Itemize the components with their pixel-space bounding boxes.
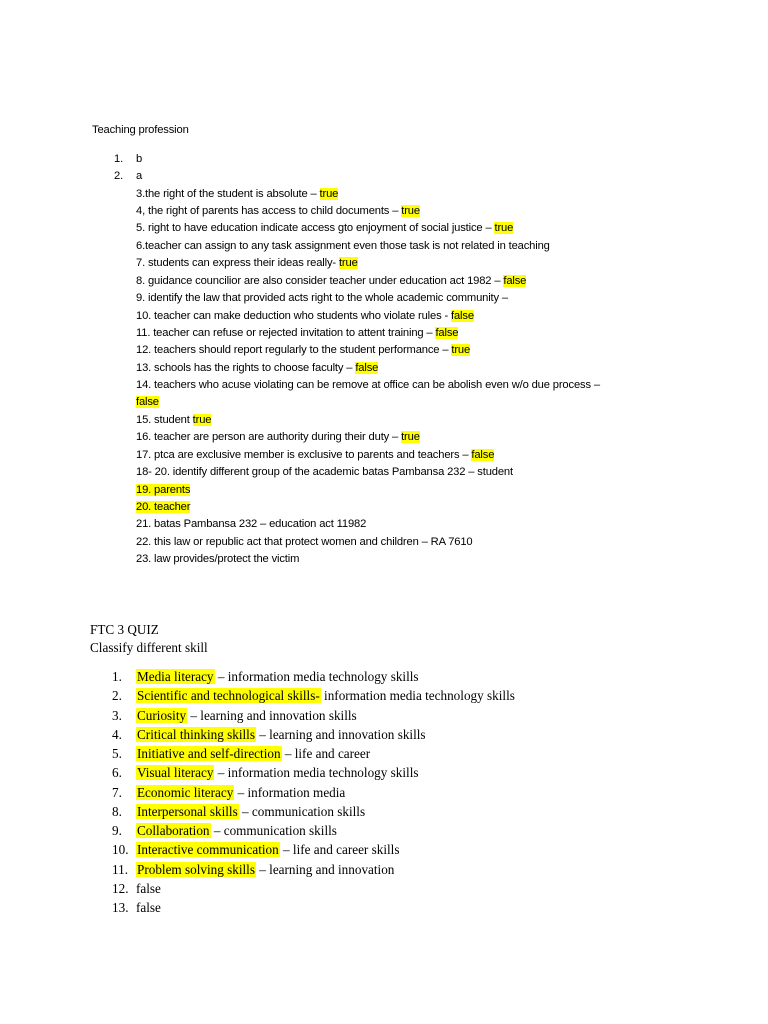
list-number: 5. xyxy=(112,746,122,761)
question-line xyxy=(136,310,474,322)
skill-highlight: Curiosity xyxy=(137,708,187,723)
list-item xyxy=(112,900,161,916)
list-text: a xyxy=(136,170,143,182)
list-number: 3. xyxy=(112,708,122,723)
list-number: 2. xyxy=(112,688,122,703)
list-item xyxy=(112,881,161,897)
list-item xyxy=(112,708,357,724)
question-text: 14. teachers who acuse violating can be remove at office can be abolish even w/o due process – xyxy=(136,379,600,391)
skill-highlight: Interpersonal skills xyxy=(137,804,238,819)
answer-highlight: false xyxy=(451,310,474,322)
question-line xyxy=(136,275,526,287)
answer-highlight: false xyxy=(435,327,459,339)
skill-highlight: Critical thinking skills xyxy=(137,727,255,742)
list-number: 4. xyxy=(112,727,122,742)
answer-highlight: false xyxy=(503,275,527,287)
skill-highlight: Visual literacy xyxy=(137,765,214,780)
list-number: 10. xyxy=(112,842,129,857)
answer-highlight: false xyxy=(136,396,159,408)
list-number: 11. xyxy=(112,862,128,877)
skill-highlight: Scientific and technological skills- xyxy=(137,688,320,703)
answer-highlight: false xyxy=(355,362,379,374)
list-item xyxy=(114,153,142,165)
question-text: 12. teachers should report regularly to the student performance – xyxy=(136,344,452,356)
list-item xyxy=(112,746,370,762)
question-text: 18- 20. identify different group of the academic batas Pambansa 232 – student xyxy=(136,466,513,478)
skill-category: – life and career xyxy=(281,746,371,761)
skill-highlight: Interactive communication xyxy=(137,842,279,857)
answer-highlight: 19. parents xyxy=(136,484,191,496)
question-text: 8. guidance councilior are also consider teacher under education act 1982 – xyxy=(136,275,504,287)
answer-highlight: true xyxy=(319,188,339,200)
question-line xyxy=(136,518,366,530)
list-item xyxy=(112,669,419,685)
answer-highlight: 20. teacher xyxy=(136,501,191,513)
question-text: 15. student xyxy=(136,414,193,426)
answer-highlight: true xyxy=(401,205,420,217)
question-text: 11. teacher can refuse or rejected invitation to attent training – xyxy=(136,327,436,339)
question-line xyxy=(136,292,508,304)
list-number: 1. xyxy=(114,153,124,165)
skill-highlight: Collaboration xyxy=(137,823,210,838)
list-item xyxy=(112,727,426,743)
skill-highlight: Economic literacy xyxy=(137,785,234,800)
answer-highlight: true xyxy=(338,257,358,269)
question-line xyxy=(136,501,190,513)
skill-highlight: Problem solving skills xyxy=(137,862,255,877)
list-item xyxy=(112,785,345,801)
question-line xyxy=(136,362,378,374)
question-line xyxy=(136,240,550,252)
list-item xyxy=(112,823,337,839)
question-text: 17. ptca are exclusive member is exclusive to parents and teachers – xyxy=(136,449,472,461)
skill-category: – learning and innovation xyxy=(255,862,395,877)
section-title: Teaching profession xyxy=(92,124,189,136)
question-line xyxy=(136,205,420,217)
question-text: 7. students can express their ideas really- xyxy=(136,257,339,269)
question-line xyxy=(136,553,299,565)
question-text: 23. law provides/protect the victim xyxy=(136,553,300,565)
answer-highlight: true xyxy=(401,431,420,443)
question-text: 3.the right of the student is absolute – xyxy=(136,188,320,200)
question-line xyxy=(136,449,494,461)
question-text: 22. this law or republic act that protect women and children – RA 7610 xyxy=(136,536,473,548)
skill-category: – learning and innovation skills xyxy=(255,727,426,742)
list-number: 7. xyxy=(112,785,122,800)
question-line xyxy=(136,414,211,426)
question-text: 16. teacher are person are authority during their duty – xyxy=(136,431,402,443)
list-number: 12. xyxy=(112,881,129,896)
skill-category: – information media technology skills xyxy=(214,669,419,684)
skill-category: – communication skills xyxy=(210,823,337,838)
list-number: 9. xyxy=(112,823,122,838)
list-text: b xyxy=(136,153,143,165)
question-line xyxy=(136,344,470,356)
question-line xyxy=(136,379,600,391)
skill-category: information media technology skills xyxy=(320,688,515,703)
section-subtitle: Classify different skill xyxy=(90,640,208,655)
list-item xyxy=(112,842,399,858)
question-text: 9. identify the law that provided acts right to the whole academic community – xyxy=(136,292,508,304)
question-text: 6.teacher can assign to any task assignment even those task is not related in teaching xyxy=(136,240,550,252)
list-item xyxy=(112,688,515,704)
question-line xyxy=(136,484,190,496)
answer-highlight: false xyxy=(471,449,495,461)
list-item xyxy=(112,862,394,878)
question-text: 13. schools has the rights to choose faculty – xyxy=(136,362,356,374)
question-line xyxy=(136,257,358,269)
list-number: 1. xyxy=(112,669,122,684)
list-number: 6. xyxy=(112,765,122,780)
list-item xyxy=(112,804,365,820)
question-text: 21. batas Pambansa 232 – education act 11982 xyxy=(136,518,367,530)
question-text: 5. right to have education indicate access gto enjoyment of social justice – xyxy=(136,222,495,234)
question-line xyxy=(136,431,420,443)
list-number: 8. xyxy=(112,804,122,819)
section-title: FTC 3 QUIZ xyxy=(90,622,159,637)
question-line xyxy=(136,327,458,339)
question-text: 4, the right of parents has access to child documents – xyxy=(136,205,402,217)
skill-category: – information media xyxy=(234,785,346,800)
skill-category: false xyxy=(136,881,161,896)
skill-category: false xyxy=(136,900,161,915)
list-number: 2. xyxy=(114,170,124,182)
skill-highlight: Initiative and self-direction xyxy=(137,746,281,761)
question-text: 10. teacher can make deduction who students who violate rules - xyxy=(136,310,452,322)
question-line xyxy=(136,536,473,548)
skill-category: – learning and innovation skills xyxy=(187,708,357,723)
skill-category: – life and career skills xyxy=(279,842,400,857)
question-line xyxy=(136,188,338,200)
list-item xyxy=(114,170,142,182)
question-line xyxy=(136,396,159,408)
question-line xyxy=(136,222,513,234)
skill-category: – communication skills xyxy=(238,804,366,819)
skill-category: – information media technology skills xyxy=(214,765,419,780)
list-item xyxy=(112,765,419,781)
skill-highlight: Media literacy xyxy=(137,669,214,684)
answer-highlight: true xyxy=(451,344,471,356)
answer-highlight: true xyxy=(494,222,514,234)
answer-highlight: true xyxy=(192,414,212,426)
list-number: 13. xyxy=(112,900,129,915)
question-line xyxy=(136,466,513,478)
